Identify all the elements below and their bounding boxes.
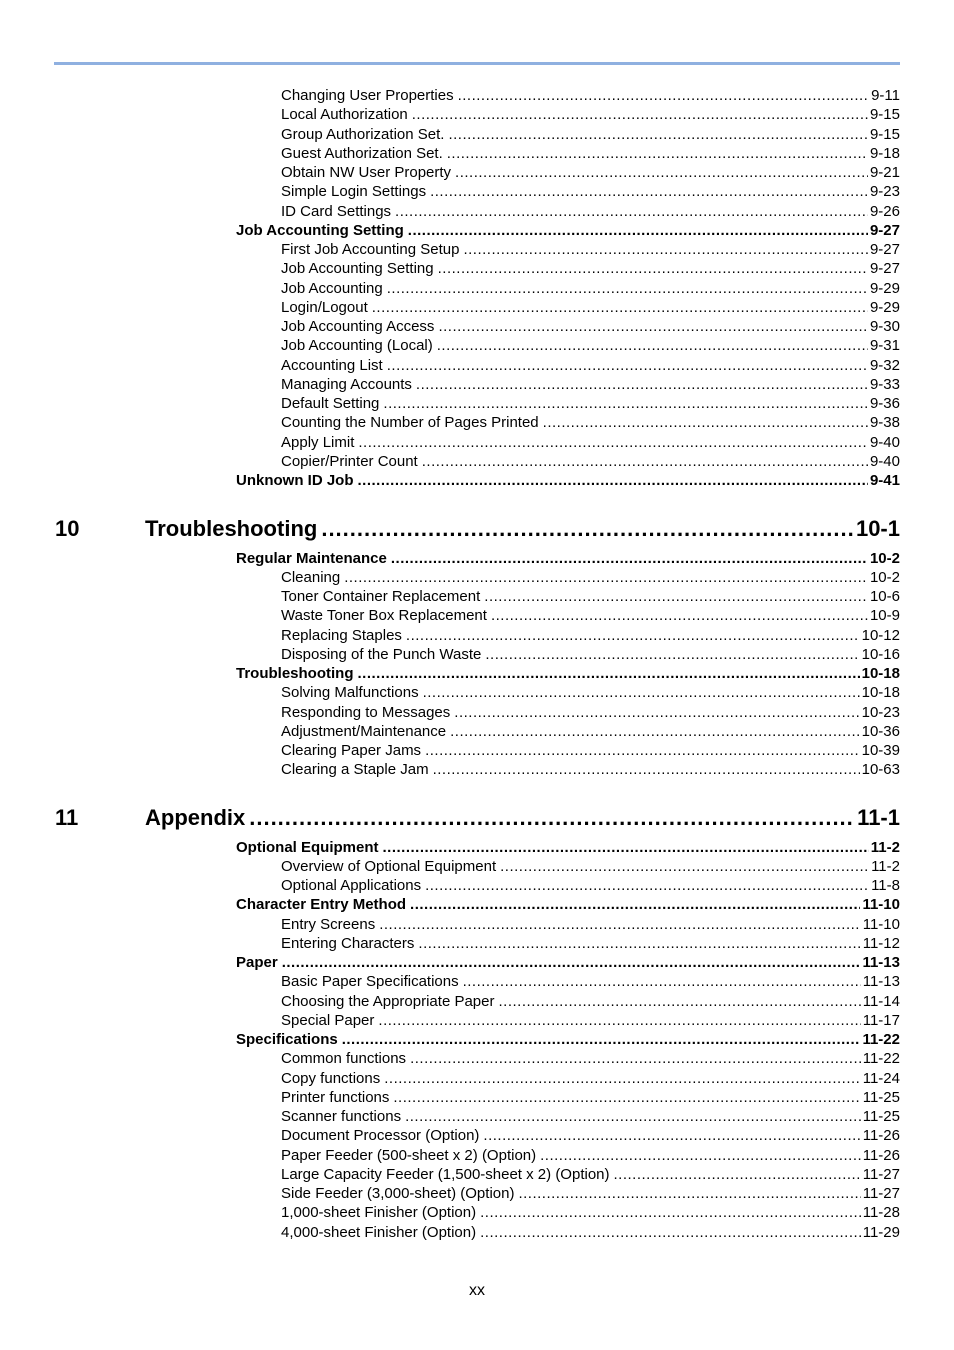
dot-leader: [543, 413, 868, 432]
toc-entry[interactable]: [281, 433, 900, 452]
toc-entry[interactable]: [281, 125, 900, 144]
toc-entry-title: Login/Logout: [281, 298, 368, 316]
toc-entry-title: Scanner functions: [281, 1108, 402, 1125]
dot-leader: [387, 279, 868, 298]
toc-entry[interactable]: [281, 876, 900, 895]
toc-entry[interactable]: [281, 182, 900, 201]
toc-entry-page: 9-21: [869, 164, 900, 181]
toc-entry[interactable]: [281, 760, 900, 779]
toc-entry-title: Copier/Printer Count: [281, 452, 418, 470]
toc-entry-page: 10-1: [855, 516, 900, 541]
dot-leader: [379, 915, 861, 934]
dot-leader: [438, 317, 868, 336]
toc-entry[interactable]: [281, 722, 900, 741]
toc-entry-title: Entry Screens: [281, 915, 376, 933]
toc-entry-title: Troubleshooting: [236, 665, 354, 682]
toc-entry[interactable]: [281, 452, 900, 471]
toc-entry[interactable]: [281, 915, 900, 934]
toc-entry-page: 9-11: [871, 87, 900, 104]
toc-entry-page: 11-22: [862, 1050, 900, 1068]
dot-leader: [416, 375, 868, 394]
toc-section-entry[interactable]: [236, 895, 900, 914]
toc-entry-page: 10-39: [861, 742, 900, 759]
dot-leader: [425, 876, 869, 895]
dot-leader: [480, 1223, 861, 1242]
dot-leader: [484, 587, 868, 606]
toc-entry-title: Choosing the Appropriate Paper: [281, 992, 495, 1010]
toc-entry-page: 11-27: [862, 1185, 900, 1202]
toc-section-entry[interactable]: [236, 838, 900, 857]
toc-entry-page: 11-22: [862, 1031, 900, 1048]
dot-leader: [393, 1088, 860, 1107]
toc-entry-title: Replacing Staples: [281, 626, 402, 644]
toc-entry-title: First Job Accounting Setup: [281, 241, 460, 258]
header-rule: [54, 62, 900, 65]
dot-leader: [483, 1126, 860, 1145]
toc-entry[interactable]: [281, 336, 900, 355]
toc-entry-title: Regular Maintenance: [236, 549, 387, 567]
toc-entry[interactable]: [281, 317, 900, 336]
toc-entry[interactable]: [281, 857, 900, 876]
toc-entry-title: Overview of Optional Equipment: [281, 857, 497, 875]
dot-leader: [410, 895, 860, 914]
toc-section-entry[interactable]: [236, 953, 900, 972]
toc-entry-title: Troubleshooting: [145, 516, 318, 541]
toc-entry[interactable]: [281, 1126, 900, 1145]
toc-entry[interactable]: [281, 413, 900, 432]
toc-entry-page: 9-36: [869, 395, 900, 412]
toc-entry-page: 11-26: [862, 1146, 900, 1164]
toc-entry[interactable]: [281, 587, 900, 606]
toc-entry[interactable]: [281, 568, 900, 587]
toc-entry[interactable]: [281, 1107, 900, 1126]
toc-entry-page: 11-2: [870, 838, 900, 856]
dot-leader: [498, 992, 860, 1011]
toc-entry-page: 11-2: [871, 857, 900, 875]
toc-section-entry[interactable]: [236, 664, 900, 683]
dot-leader: [448, 125, 868, 144]
chapter-heading[interactable]: [145, 515, 900, 543]
dot-leader: [358, 664, 860, 683]
toc-entry[interactable]: [281, 202, 900, 221]
dot-leader: [422, 452, 868, 471]
toc-entry-page: 11-13: [862, 954, 900, 971]
toc-entry[interactable]: [281, 1011, 900, 1030]
toc-entry-page: 11-28: [862, 1204, 900, 1222]
toc-entry-page: 11-26: [862, 1127, 900, 1145]
dot-leader: [614, 1165, 861, 1184]
toc-entry-page: 9-38: [869, 414, 900, 432]
page-number: xx: [469, 1282, 485, 1299]
toc-entry-title: Character Entry Method: [236, 896, 407, 914]
toc-entry-title: Obtain NW User Property: [281, 164, 452, 181]
dot-leader: [438, 259, 868, 278]
toc-entry[interactable]: [281, 1049, 900, 1068]
toc-entry[interactable]: [281, 1184, 900, 1203]
toc-entry-page: 11-25: [862, 1088, 900, 1106]
toc-entry-title: Clearing Paper Jams: [281, 742, 422, 759]
toc-entry-page: 9-32: [869, 356, 900, 374]
toc-entry-page: 9-30: [869, 318, 900, 335]
toc-entry[interactable]: [281, 1069, 900, 1088]
toc-entry-title: Waste Toner Box Replacement: [281, 607, 487, 625]
toc-entry-page: 11-24: [862, 1069, 900, 1087]
toc-entry-page: 10-63: [861, 761, 900, 779]
toc-entry-title: Clearing a Staple Jam: [281, 761, 429, 779]
toc-entry[interactable]: [281, 1146, 900, 1165]
toc-entry-title: Toner Container Replacement: [281, 588, 481, 605]
toc-entry-page: 11-10: [862, 915, 900, 933]
toc-entry-page: 9-15: [869, 106, 900, 124]
toc-entry-title: Job Accounting Setting: [236, 221, 404, 239]
toc-entry-title: Simple Login Settings: [281, 183, 427, 201]
toc-entry-page: 10-2: [869, 549, 900, 567]
toc-entry-title: Entering Characters: [281, 934, 415, 952]
toc-entry[interactable]: [281, 86, 900, 105]
dot-leader: [500, 857, 869, 876]
chapter-heading[interactable]: [145, 804, 900, 832]
toc-entry[interactable]: [281, 1088, 900, 1107]
toc-entry-page: 10-12: [861, 626, 900, 644]
dot-leader: [447, 144, 868, 163]
toc-entry-page: 10-18: [861, 684, 900, 702]
dot-leader: [395, 202, 868, 221]
toc-entry[interactable]: [281, 606, 900, 625]
dot-leader: [485, 645, 859, 664]
dot-leader: [518, 1184, 860, 1203]
toc-entry-title: Counting the Number of Pages Printed: [281, 414, 539, 432]
dot-leader: [408, 221, 868, 240]
toc-entry-title: Copy functions: [281, 1069, 381, 1087]
toc-entry-page: 11-25: [862, 1108, 900, 1125]
dot-leader: [249, 804, 855, 832]
toc-entry-page: 11-29: [862, 1223, 900, 1241]
dot-leader: [378, 1011, 860, 1030]
toc-entry-title: Basic Paper Specifications: [281, 973, 459, 991]
toc-entry-title: Appendix: [145, 805, 246, 830]
dot-leader: [540, 1146, 861, 1165]
dot-leader: [406, 626, 860, 645]
dot-leader: [423, 683, 860, 702]
toc-entry-title: Job Accounting: [281, 279, 383, 297]
dot-leader: [282, 953, 861, 972]
toc-entry-title: Cleaning: [281, 568, 341, 586]
toc-entry-page: 9-26: [869, 202, 900, 220]
toc-entry-page: 9-29: [869, 298, 900, 316]
toc-entry-title: Managing Accounts: [281, 375, 412, 393]
toc-entry-title: Unknown ID Job: [236, 472, 354, 489]
dot-leader: [387, 356, 868, 375]
dot-leader: [480, 1203, 861, 1222]
toc-entry-page: 9-27: [869, 221, 900, 239]
dot-leader: [321, 515, 854, 543]
dot-leader: [410, 1049, 861, 1068]
toc-entry-page: 9-40: [869, 433, 900, 451]
dot-leader: [463, 240, 868, 259]
toc-entry-title: Common functions: [281, 1050, 407, 1068]
toc-entry-title: Specifications: [236, 1031, 338, 1048]
toc-entry-title: ID Card Settings: [281, 202, 392, 220]
toc-entry-title: Printer functions: [281, 1088, 390, 1106]
toc-entry-title: Job Accounting Access: [281, 318, 435, 335]
toc-entry[interactable]: [281, 703, 900, 722]
toc-entry-page: 11-10: [862, 896, 900, 914]
toc-entry[interactable]: [281, 375, 900, 394]
toc-section-entry[interactable]: [236, 1030, 900, 1049]
toc-entry[interactable]: [281, 934, 900, 953]
toc-entry[interactable]: [281, 259, 900, 278]
toc-entry-page: 9-29: [869, 279, 900, 297]
dot-leader: [418, 934, 860, 953]
toc-entry-page: 10-16: [861, 645, 900, 663]
toc-entry-page: 10-9: [869, 607, 900, 625]
toc-entry-page: 11-17: [862, 1011, 900, 1029]
toc-entry[interactable]: [281, 1223, 900, 1242]
toc-entry-page: 9-31: [869, 337, 900, 355]
dot-leader: [344, 568, 868, 587]
toc-entry-title: Changing User Properties: [281, 87, 454, 104]
toc-entry-page: 11-1: [857, 805, 900, 830]
dot-leader: [437, 336, 868, 355]
toc-entry-page: 9-18: [869, 144, 900, 162]
toc-entry-page: 9-40: [869, 452, 900, 470]
dot-leader: [358, 433, 868, 452]
toc-entry-page: 11-8: [871, 877, 900, 894]
dot-leader: [454, 703, 859, 722]
dot-leader: [425, 741, 860, 760]
toc-entry[interactable]: [281, 1203, 900, 1222]
dot-leader: [463, 972, 861, 991]
toc-entry[interactable]: [281, 1165, 900, 1184]
toc-entry[interactable]: [281, 163, 900, 182]
dot-leader: [383, 394, 868, 413]
toc-entry-title: Special Paper: [281, 1011, 375, 1029]
chapter-number: 10: [55, 516, 80, 541]
toc-entry[interactable]: [281, 741, 900, 760]
toc-entry[interactable]: [281, 144, 900, 163]
toc-entry-title: Paper: [236, 954, 278, 971]
toc-entry-title: Adjustment/Maintenance: [281, 722, 447, 740]
dot-leader: [430, 182, 868, 201]
toc-entry-page: 9-27: [869, 260, 900, 278]
toc-entry[interactable]: [281, 279, 900, 298]
toc-entry-page: 9-15: [869, 125, 900, 143]
dot-leader: [384, 1069, 861, 1088]
toc-entry-title: 1,000-sheet Finisher (Option): [281, 1204, 477, 1222]
toc-entry-title: Document Processor (Option): [281, 1127, 480, 1145]
toc-entry-title: Paper Feeder (500-sheet x 2) (Option): [281, 1146, 537, 1164]
toc-entry-title: Side Feeder (3,000-sheet) (Option): [281, 1185, 515, 1202]
toc-entry-page: 9-41: [869, 472, 900, 489]
toc-entry-page: 11-13: [862, 973, 900, 991]
toc-entry[interactable]: [281, 972, 900, 991]
toc-entry[interactable]: [281, 394, 900, 413]
toc-entry-title: Responding to Messages: [281, 703, 451, 721]
toc-entry[interactable]: [281, 992, 900, 1011]
toc-entry-page: 10-18: [861, 665, 900, 682]
toc-entry[interactable]: [281, 298, 900, 317]
dot-leader: [455, 163, 868, 182]
dot-leader: [342, 1030, 861, 1049]
dot-leader: [412, 105, 868, 124]
toc-entry[interactable]: [281, 356, 900, 375]
toc-entry-title: Optional Applications: [281, 877, 422, 894]
dot-leader: [391, 549, 868, 568]
toc-section-entry[interactable]: [236, 221, 900, 240]
toc-entry-title: Group Authorization Set.: [281, 125, 445, 143]
toc-entry-page: 10-6: [869, 588, 900, 605]
chapter-number: 11: [55, 805, 79, 830]
toc-entry-title: Optional Equipment: [236, 838, 379, 856]
toc-entry[interactable]: [281, 626, 900, 645]
dot-leader: [383, 838, 869, 857]
toc-entry-title: Job Accounting (Local): [281, 337, 433, 355]
toc-entry-page: 11-12: [862, 934, 900, 952]
toc-entry[interactable]: [281, 683, 900, 702]
toc-section-entry[interactable]: [236, 549, 900, 568]
toc-entry-page: 10-23: [861, 703, 900, 721]
toc-entry-title: Accounting List: [281, 356, 383, 374]
dot-leader: [358, 471, 868, 490]
toc-entry-page: 9-27: [869, 241, 900, 258]
toc-entry-title: Job Accounting Setting: [281, 260, 434, 278]
dot-leader: [405, 1107, 861, 1126]
toc-entry-page: 11-27: [862, 1165, 900, 1183]
dot-leader: [450, 722, 860, 741]
toc-section-entry[interactable]: [236, 471, 900, 490]
toc-entry[interactable]: [281, 105, 900, 124]
toc-entry-page: 10-2: [869, 568, 900, 586]
toc-entry-page: 9-33: [869, 375, 900, 393]
toc-entry-title: Guest Authorization Set.: [281, 144, 443, 162]
toc-entry-title: 4,000-sheet Finisher (Option): [281, 1223, 477, 1241]
dot-leader: [458, 86, 869, 105]
toc-entry-title: Large Capacity Feeder (1,500-sheet x 2) (Option): [281, 1165, 610, 1183]
toc-entry-title: Default Setting: [281, 395, 380, 412]
toc-entry-title: Local Authorization: [281, 106, 408, 124]
toc-entry-title: Solving Malfunctions: [281, 684, 419, 702]
toc-entry-page: 9-23: [869, 183, 900, 201]
dot-leader: [491, 606, 868, 625]
toc-entry[interactable]: [281, 645, 900, 664]
toc-entry-page: 11-14: [862, 992, 900, 1010]
toc-entry[interactable]: [281, 240, 900, 259]
dot-leader: [372, 298, 868, 317]
toc-entry-title: Apply Limit: [281, 433, 355, 451]
dot-leader: [433, 760, 860, 779]
toc-entry-page: 10-36: [861, 722, 900, 740]
toc-entry-title: Disposing of the Punch Waste: [281, 645, 482, 663]
